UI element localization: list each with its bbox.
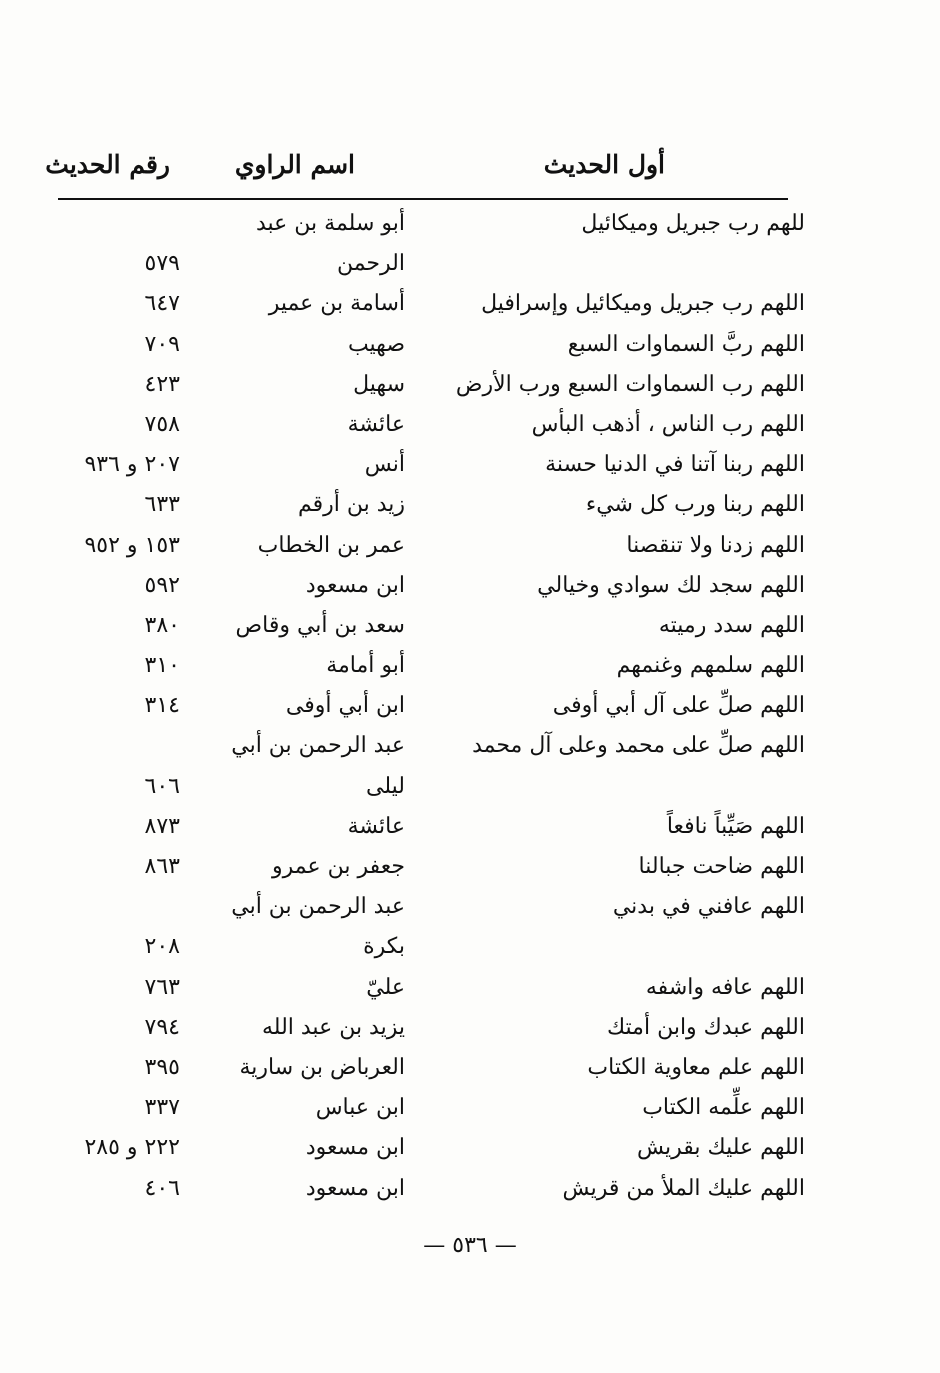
- hadith-beginning: اللهم صَيِّباً نافعاً: [666, 813, 805, 839]
- hadith-beginning: اللهم عليك بقريش: [636, 1135, 805, 1161]
- hadith-number: ٦٣٣: [144, 492, 180, 518]
- hadith-beginning: اللهم ضاحت جبالنا: [638, 854, 805, 879]
- narrator-name: بكرة: [363, 934, 405, 960]
- narrator-name: عبد الرحمن بن أبي: [231, 894, 405, 920]
- narrator-name: عليّ: [366, 974, 405, 1000]
- table-row: [0, 245, 940, 285]
- hadith-number: ٧٥٨: [144, 411, 180, 437]
- hadith-number: ١٥٣ و ٩٥٢: [84, 532, 180, 558]
- hadith-beginning: اللهم ربنا آتنا في الدنيا حسنة: [545, 452, 805, 478]
- hadith-number: ٣٩٥: [144, 1054, 180, 1080]
- narrator-name: ابن مسعود: [305, 1135, 405, 1161]
- table-row: [0, 1129, 940, 1169]
- hadith-beginning: اللهم صلِّ على محمد وعلى آل محمد: [472, 733, 805, 759]
- hadith-number: ٥٩٢: [144, 572, 180, 598]
- header-narrator-name: اسم الراوي: [234, 150, 355, 179]
- hadith-number: ٣٣٧: [144, 1095, 180, 1121]
- table-row: [0, 687, 940, 727]
- hadith-number: ٧٠٩: [144, 331, 180, 357]
- hadith-number: ٢٠٨: [144, 934, 180, 960]
- table-row: [0, 326, 940, 366]
- narrator-name: ابن مسعود: [305, 1175, 405, 1201]
- hadith-beginning: للهم رب جبريل وميكائيل: [581, 211, 805, 236]
- hadith-number: ٣١٤: [144, 693, 180, 719]
- narrator-name: أبو سلمة بن عبد: [256, 211, 405, 236]
- table-row: [0, 888, 940, 928]
- table-row: [0, 768, 940, 808]
- hadith-number: ٨٧٣: [144, 813, 180, 839]
- hadith-number: ٤٢٣: [144, 371, 180, 397]
- hadith-beginning: اللهم ربَّ السماوات السبع: [567, 331, 805, 357]
- table-row: [0, 527, 940, 567]
- table-row: [0, 727, 940, 767]
- narrator-name: يزيد بن عبد الله: [262, 1014, 405, 1040]
- narrator-name: عائشة: [347, 813, 405, 839]
- narrator-name: عمر بن الخطاب: [257, 532, 405, 558]
- table-row: [0, 1049, 940, 1089]
- narrator-name: عائشة: [347, 411, 405, 437]
- hadith-beginning: اللهم زدنا ولا تنقصنا: [626, 532, 805, 558]
- narrator-name: أبو أمامة: [326, 653, 405, 679]
- table-row: [0, 567, 940, 607]
- narrator-name: العرباض بن سارية: [239, 1054, 405, 1080]
- hadith-beginning: اللهم عبدك وابن أمتك: [607, 1014, 805, 1040]
- hadith-number: ٢٠٧ و ٩٣٦: [84, 452, 180, 478]
- table-row: [0, 969, 940, 1009]
- hadith-number: ٦٤٧: [144, 291, 180, 317]
- hadith-beginning: اللهم علِّمه الكتاب: [642, 1095, 805, 1121]
- hadith-number: ٨٦٣: [144, 854, 180, 879]
- hadith-number: ٥٧٩: [144, 251, 180, 277]
- table-row: [0, 406, 940, 446]
- hadith-beginning: اللهم ربنا ورب كل شيء: [585, 492, 805, 518]
- hadith-beginning: اللهم سلمهم وغنمهم: [616, 653, 805, 679]
- hadith-beginning: اللهم عليك الملأ من قريش: [562, 1175, 805, 1201]
- hadith-number: ٣٨٠: [144, 612, 180, 638]
- table-row: [0, 205, 940, 245]
- hadith-number: ٧٩٤: [144, 1014, 180, 1040]
- table-row: [0, 928, 940, 968]
- header-rule: [58, 198, 788, 200]
- hadith-beginning: اللهم سدد رميته: [658, 612, 805, 638]
- narrator-name: أنس: [364, 452, 405, 478]
- table-row: [0, 808, 940, 848]
- hadith-beginning: اللهم عافني في بدني: [612, 894, 805, 920]
- table-row: [0, 1170, 940, 1210]
- narrator-name: جعفر بن عمرو: [272, 854, 405, 879]
- narrator-name: ابن أبي أوفى: [285, 693, 405, 719]
- hadith-beginning: اللهم رب الناس ، أذهب البأس: [531, 411, 805, 437]
- narrator-name: ابن مسعود: [305, 572, 405, 598]
- narrator-name: الرحمن: [336, 251, 405, 277]
- table-row: [0, 1009, 940, 1049]
- hadith-beginning: اللهم رب جبريل وميكائيل وإسرافيل: [481, 291, 805, 317]
- index-table: [0, 205, 940, 1210]
- hadith-beginning: اللهم سجد لك سوادي وخيالي: [537, 572, 805, 598]
- header-hadith-beginning: أول الحديث: [543, 150, 665, 179]
- page-footer: [0, 1233, 940, 1258]
- table-row: [0, 446, 940, 486]
- hadith-beginning: اللهم رب السماوات السبع ورب الأرض: [455, 371, 805, 397]
- table-row: [0, 1089, 940, 1129]
- hadith-number: ٦٠٦: [144, 773, 180, 799]
- table-row: [0, 366, 940, 406]
- table-row: [0, 285, 940, 325]
- hadith-beginning: اللهم صلِّ على آل أبي أوفى: [552, 693, 805, 719]
- table-row: [0, 848, 940, 888]
- header-hadith-number: رقم الحديث: [45, 150, 170, 179]
- hadith-number: ٣١٠: [144, 653, 180, 679]
- narrator-name: سعد بن أبي وقاص: [235, 612, 405, 638]
- narrator-name: زيد بن أرقم: [297, 492, 405, 518]
- narrator-name: صهيب: [347, 331, 405, 357]
- hadith-beginning: اللهم عافه واشفه: [645, 974, 805, 1000]
- table-row: [0, 486, 940, 526]
- hadith-number: ٤٠٦: [144, 1175, 180, 1201]
- narrator-name: أسامة بن عمير: [268, 291, 405, 317]
- hadith-beginning: اللهم علم معاوية الكتاب: [587, 1054, 805, 1080]
- page-number: — ٥٣٦ —: [423, 1233, 517, 1258]
- hadith-number: ٧٦٣: [144, 974, 180, 1000]
- narrator-name: ابن عباس: [315, 1095, 405, 1121]
- table-row: [0, 647, 940, 687]
- narrator-name: ليلى: [366, 773, 405, 799]
- narrator-name: عبد الرحمن بن أبي: [231, 733, 405, 759]
- narrator-name: سهيل: [353, 371, 405, 397]
- table-row: [0, 607, 940, 647]
- hadith-number: ٢٢٢ و ٢٨٥: [84, 1135, 180, 1161]
